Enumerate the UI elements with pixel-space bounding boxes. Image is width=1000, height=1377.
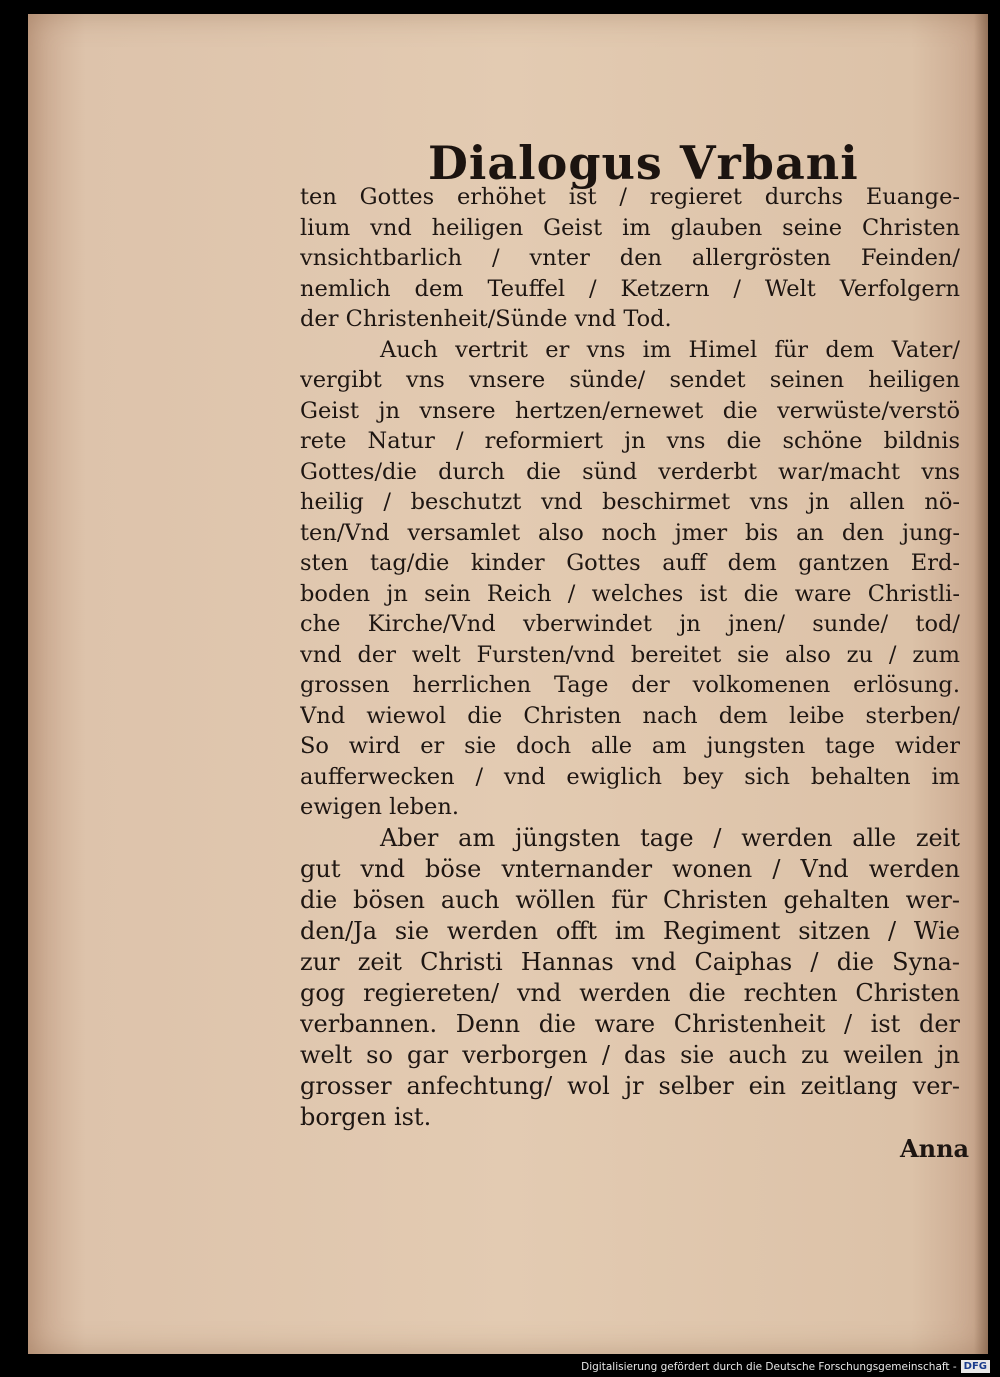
dfg-logo[interactable]: DFG (961, 1360, 990, 1373)
text-line: Aber am jüngsten tage / werden alle zeit (380, 823, 960, 852)
paragraph-1 (300, 182, 960, 335)
text-line: sten tag/die kinder Gottes auff dem gantzen Erd- (300, 550, 960, 576)
text-line: ten Gottes erhöhet ist / regieret durchs Euange- (300, 184, 960, 210)
digitization-footer (581, 1360, 990, 1373)
text-line: zur zeit Christi Hannas vnd Caiphas / die Syna- (300, 947, 960, 976)
text-line: heilig / beschutzt vnd beschirmet vns jn allen nö- (300, 489, 960, 515)
page-body (300, 182, 960, 1133)
text-line: lium vnd heiligen Geist im glauben seine Christen (300, 214, 960, 241)
text-line: Auch vertrit er vns im Himel für dem Vater/ (380, 336, 960, 363)
text-line: nemlich dem Teuffel / Ketzern / Welt Verfolgern (300, 275, 960, 302)
paragraph-3 (300, 823, 960, 1133)
text-line: Gottes/die durch die sünd verderbt war/macht vns (300, 458, 960, 485)
paragraph-2 (300, 335, 960, 823)
text-line: grosser anfechtung/ wol jr selber ein zeitlang ver- (300, 1071, 960, 1100)
book-page (28, 14, 988, 1354)
text-line: rete Natur / reformiert jn vns die schöne bildnis (300, 428, 960, 454)
text-line: che Kirche/Vnd vberwindet jn jnen/ sunde/ tod/ (300, 611, 960, 637)
text-line: die bösen auch wöllen für Christen gehalten wer- (300, 885, 960, 914)
text-line: vnsichtbarlich / vnter den allergrösten Feinden/ (300, 245, 960, 271)
text-line: Geist jn vnsere hertzen/ernewet die verwüste/verstö (300, 397, 960, 424)
text-line: gog regiereten/ vnd werden die rechten Christen (300, 978, 960, 1007)
text-line: Vnd wiewol die Christen nach dem leibe sterben/ (300, 702, 960, 729)
text-line: vnd der welt Fursten/vnd bereitet sie also zu / zum (300, 641, 960, 668)
text-line: gut vnd böse vnternander wonen / Vnd werden (300, 854, 960, 883)
catchword: Anna (900, 1134, 970, 1163)
text-line: ewigen leben. (300, 794, 460, 820)
text-line: den/Ja sie werden offt im Regiment sitzen / Wie (300, 916, 960, 945)
text-line: verbannen. Denn die ware Christenheit / ist der (300, 1009, 960, 1038)
running-header: Dialogus Vrbani (428, 136, 859, 190)
funding-note: Digitalisierung gefördert durch die Deutsche Forschungsgemeinschaft - (581, 1360, 957, 1373)
text-line: der Christenheit/Sünde vnd Tod. (300, 306, 672, 332)
text-line: grossen herrlichen Tage der volkomenen erlösung. (300, 672, 960, 698)
text-line: welt so gar verborgen / das sie auch zu weilen jn (300, 1040, 960, 1069)
text-line: ten/Vnd versamlet also noch jmer bis an den jung- (300, 519, 960, 546)
text-line: So wird er sie doch alle am jungsten tage wider (300, 733, 960, 759)
text-line: boden jn sein Reich / welches ist die ware Christli- (300, 580, 960, 607)
text-line: aufferwecken / vnd ewiglich bey sich behalten im (300, 763, 960, 790)
text-line: vergibt vns vnsere sünde/ sendet seinen heiligen (300, 367, 960, 393)
text-line: borgen ist. (300, 1102, 432, 1131)
